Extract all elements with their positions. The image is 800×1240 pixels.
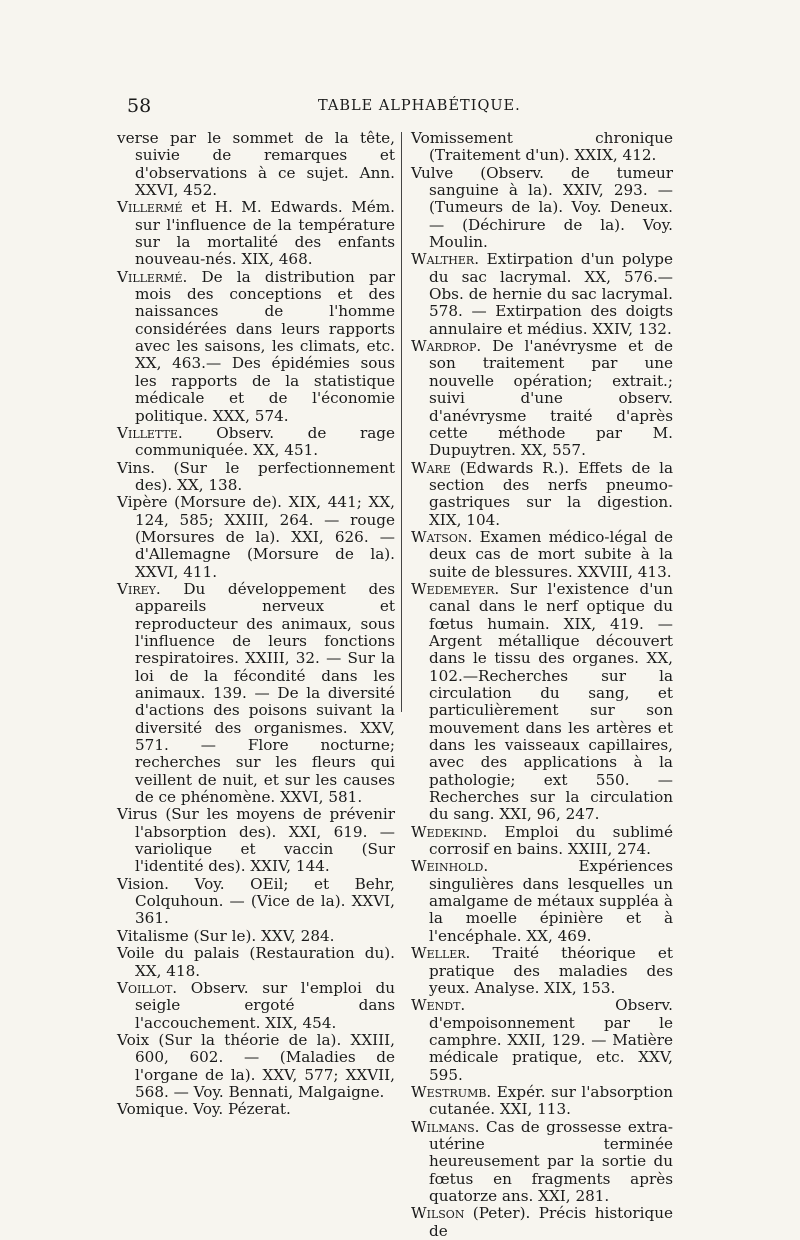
index-entry <box>117 1032 395 1101</box>
entry-text: De la distribution par mois des conceptions et des naissances de l'homme considérées dans leurs rapports avec les saisons, les climats, etc. XX, 463.— Des épidémies sous les rapports de la statistique médicale et de l'économie politique. XXX, 574. <box>135 267 395 425</box>
entry-text: Vomique. Voy. Pézerat. <box>117 1100 291 1119</box>
entry-head: Wendt. <box>411 996 466 1015</box>
index-entry <box>117 199 395 268</box>
index-entry <box>411 529 673 581</box>
entry-head: Villermé. <box>117 267 188 286</box>
entry-text: Vomissement chronique (Traitement d'un). XXIX, 412. <box>411 129 673 165</box>
entry-head: Virey. <box>117 579 161 598</box>
index-entry <box>117 130 395 199</box>
entry-text: Vision. Voy. OEil; et Behr, Colquhoun. — (Vice de la). XXVI, 361. <box>117 874 395 928</box>
index-entry <box>411 1205 673 1240</box>
entry-text: Vitalisme (Sur le). XXV, 284. <box>117 926 335 945</box>
entry-text: Voile du palais (Restauration du). XX, 418. <box>117 944 395 980</box>
index-entry <box>411 338 673 459</box>
entry-text: Voix (Sur la théorie de la). XXIII, 600, 602. — (Maladies de l'organe de la). XXV, 577; XXVII, 568. — Voy. Bennati, Malgaigne. <box>117 1030 395 1101</box>
right-column <box>411 130 673 1240</box>
left-column <box>117 130 395 1119</box>
index-entry <box>117 928 395 945</box>
entry-head: Wilmans. <box>411 1117 480 1136</box>
index-entry <box>117 945 395 980</box>
index-entry <box>117 1101 395 1118</box>
index-entry <box>411 130 673 165</box>
entry-text: Vulve (Observ. de tumeur sanguine à la). XXIV, 293. — (Tumeurs de la). Voy. Deneux. — (Déchirure de la). Voy. Moulin. <box>411 163 673 252</box>
entry-text: Expér. sur l'absorption cutanée. XXI, 113. <box>429 1082 673 1119</box>
entry-head: Villette. <box>117 423 183 442</box>
index-entry <box>411 945 673 997</box>
page-header <box>0 95 800 125</box>
entry-text: et H. M. Edwards. Mém. sur l'influence de la température sur la mortalité des enfants nouveau-nés. XIX, 468. <box>135 198 395 269</box>
entry-head: Villermé <box>117 198 183 217</box>
entry-head: Ware <box>411 458 451 477</box>
entry-text: Examen médico-légal de deux cas de mort subite à la suite de blessures. XXVIII, 413. <box>429 527 673 581</box>
entry-text: Emploi du sublimé corrosif en bains. XXIII, 274. <box>429 822 673 859</box>
index-entry <box>411 165 673 252</box>
index-entry <box>117 494 395 581</box>
entry-head: Wilson <box>411 1204 465 1223</box>
entry-head: Voillot. <box>117 978 178 997</box>
index-entry <box>411 997 673 1084</box>
index-entry <box>117 806 395 875</box>
entry-text: Observ. sur l'emploi du seigle ergoté dans l'accouchement. XIX, 454. <box>135 978 395 1032</box>
entry-text: Expériences singulières dans lesquelles un amalgame de métaux suppléa à la moelle épinière et à l'encéphale. XX, 469. <box>429 857 673 945</box>
entry-text: Virus (Sur les moyens de prévenir l'absorption des). XXI, 619. — variolique et vaccin (Sur l'identité des). XXIV, 144. <box>117 805 395 876</box>
entry-text: (Edwards R.). Effets de la section des nerfs pneumo-gastriques sur la digestion. XIX, 104. <box>429 458 673 529</box>
index-entry <box>411 1119 673 1206</box>
entry-text: Vipère (Morsure de). XIX, 441; XX, 124, 585; XXIII, 264. — rouge (Morsures de la). XXI, 626. — d'Allemagne (Morsure de la). XXVI, 411. <box>117 493 395 581</box>
index-entry <box>117 980 395 1032</box>
column-divider <box>401 132 402 712</box>
entry-text: verse par le sommet de la tête, suivie de remarques et d'observations à ce sujet. Ann. XXVI, 452. <box>117 129 395 200</box>
index-entry <box>411 858 673 945</box>
entry-head: Wedemeyer. <box>411 579 500 598</box>
entry-text: Du développement des appareils nerveux et reproducteur des animaux, sous l'influence de leurs fonctions respiratoires. XXIII, 32. — Sur la loi de la fécondité dans les animaux. 139. — De la diversité d'actions des poisons suivant la diversité des organismes. XXV, 571. — Flore nocturne; recherches sur les fleurs qui veillent de nuit, et sur les causes de ce phénomène. XXVI, 581. <box>135 579 395 807</box>
entry-text: (Peter). Précis historique de <box>429 1204 673 1240</box>
index-entry <box>411 1084 673 1119</box>
entry-text: Vins. (Sur le perfectionnement des). XX, 138. <box>117 458 395 494</box>
index-entry <box>411 460 673 529</box>
index-entry <box>117 425 395 460</box>
running-title: TABLE ALPHABÉTIQUE. <box>318 98 521 114</box>
index-entry <box>117 460 395 495</box>
entry-head: Weinhold. <box>411 857 489 876</box>
entry-text: Traité théorique et pratique des maladies des yeux. Analyse. XIX, 153. <box>429 944 673 997</box>
index-entry <box>411 251 673 338</box>
index-entry <box>117 581 395 806</box>
entry-text: De l'anévrysme et de son traitement par une nouvelle opération; extrait.; suivi d'une observ. d'anévrysme traité d'après cette méthode par M. Dupuytren. XX, 557. <box>429 337 673 460</box>
entry-head: Watson. <box>411 527 473 546</box>
entry-text: Extirpation d'un polype du sac lacrymal. XX, 576.—Obs. de hernie du sac lacrymal. 578. — Extirpation des doigts annulaire et médius. XXIV, 132. <box>429 250 673 338</box>
entry-text: Observ. de rage communiquée. XX, 451. <box>135 423 395 460</box>
entry-text: Cas de grossesse extra-utérine terminée heureusement par la sortie du fœtus en fragments après quatorze ans. XXI, 281. <box>429 1117 673 1205</box>
entry-head: Westrumb. <box>411 1082 492 1101</box>
entry-head: Walther. <box>411 250 480 269</box>
entry-head: Wardrop. <box>411 337 482 356</box>
entry-head: Wedekind. <box>411 822 488 841</box>
entry-text: Sur l'existence d'un canal dans le nerf optique du fœtus humain. XIX, 419. — Argent métallique découvert dans le tissu des organes. XX, 102.—Recherches sur la circulation du sang, et particulièrement sur son mouvement dans les artères et dans les vaisseaux capillaires, avec des applications à la pathologie; ext 550. — Recherches sur la circulation du sang. XXI, 96, 247. <box>429 579 673 824</box>
entry-head: Weller. <box>411 944 471 963</box>
index-entry <box>411 581 673 824</box>
page-number: 58 <box>127 95 152 117</box>
index-entry <box>117 269 395 425</box>
entry-text: Observ. d'empoisonnement par le camphre. XXII, 129. — Matière médicale pratique, etc. XXV, 595. <box>429 996 673 1084</box>
index-entry <box>117 876 395 928</box>
index-entry <box>411 824 673 859</box>
